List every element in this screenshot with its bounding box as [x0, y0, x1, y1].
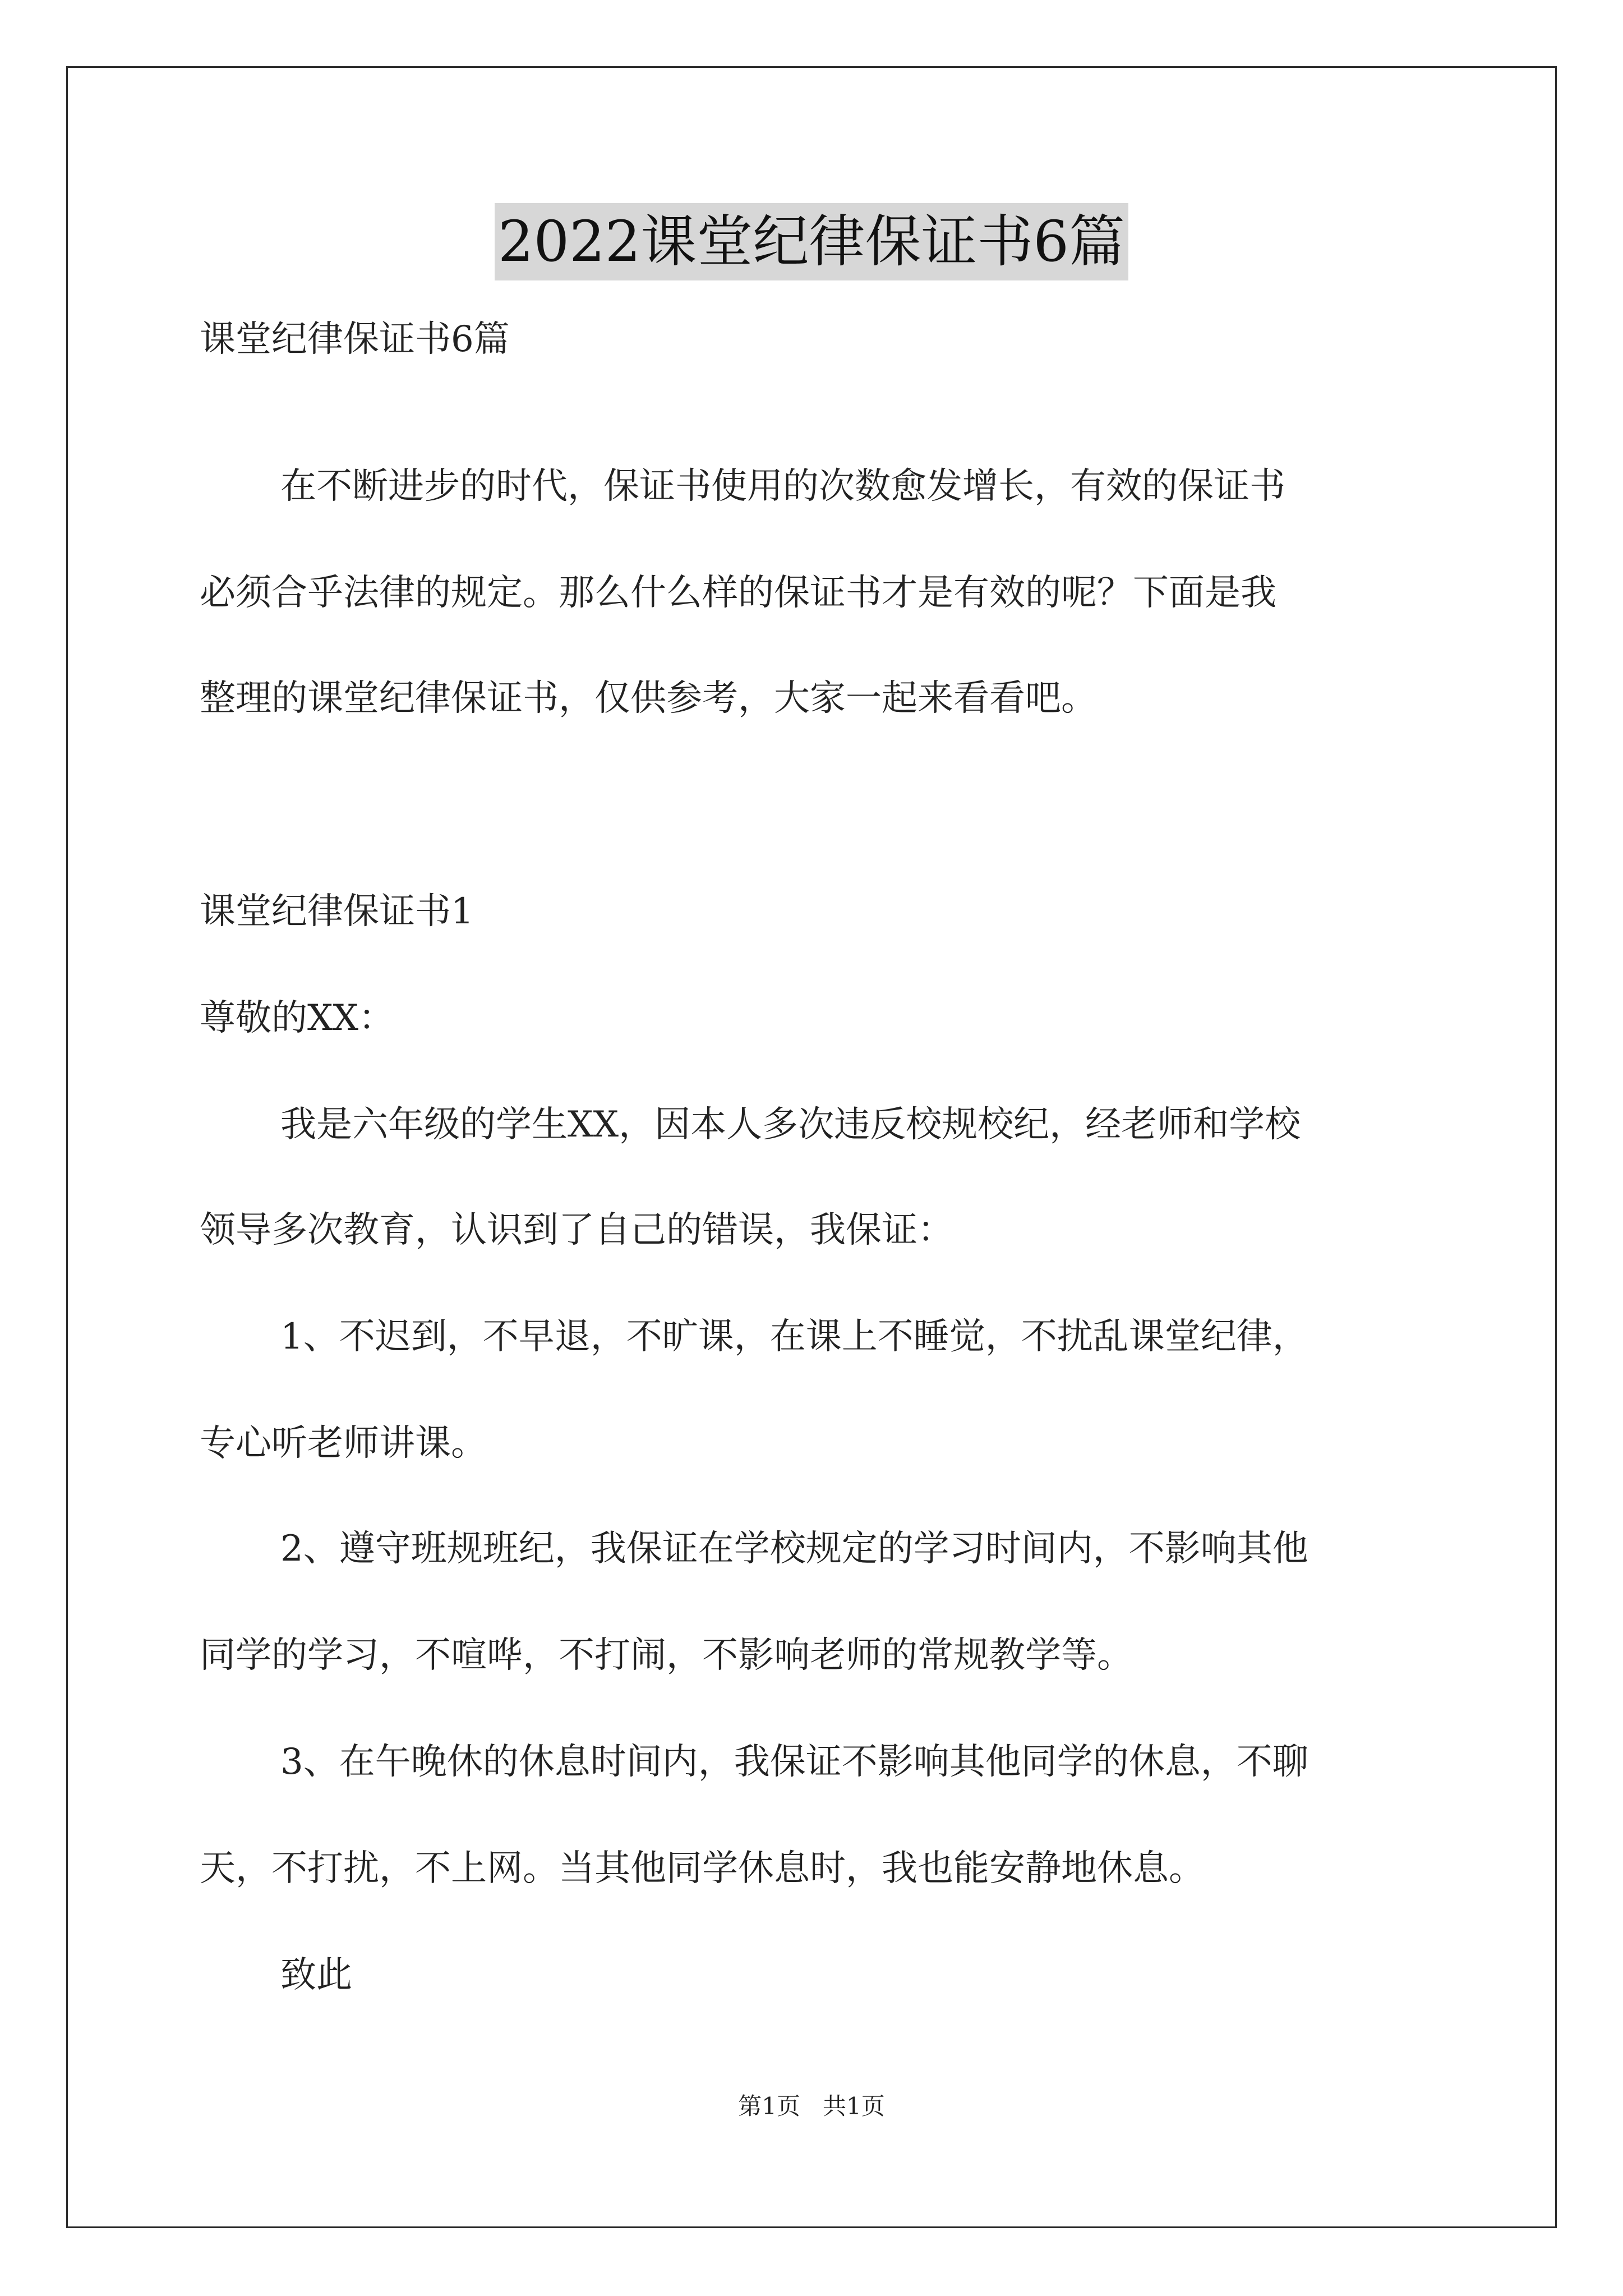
document-title: 2022课堂纪律保证书6篇	[495, 203, 1128, 280]
body-line-1: 我是六年级的学生XX，因本人多次违反校规校纪，经老师和学校	[280, 1104, 1301, 1145]
item-3-line-1: 3、在午晚休的休息时间内，我保证不影响其他同学的休息，不聊	[280, 1741, 1308, 1783]
page-footer: 第1页 共1页	[738, 2092, 885, 2120]
title-container	[0, 203, 1623, 280]
item-1-line-1: 1、不迟到，不早退，不旷课，在课上不睡觉，不扰乱课堂纪律，	[280, 1316, 1308, 1358]
closing-line: 致此	[280, 1954, 352, 1996]
item-2-line-1: 2、遵守班规班纪，我保证在学校规定的学习时间内，不影响其他	[280, 1528, 1308, 1570]
body-line-2: 领导多次教育，认识到了自己的错误，我保证：	[200, 1209, 953, 1251]
item-1-line-2: 专心听老师讲课。	[200, 1423, 487, 1464]
item-3-line-2: 天，不打扰，不上网。当其他同学休息时，我也能安静地休息。	[200, 1848, 1205, 1889]
item-2-line-2: 同学的学习，不喧哗，不打闹，不影响老师的常规教学等。	[200, 1635, 1133, 1676]
subtitle-line: 课堂纪律保证书6篇	[200, 319, 510, 360]
intro-line-3: 整理的课堂纪律保证书，仅供参考，大家一起来看看吧。	[200, 678, 1097, 719]
section-heading-1: 课堂纪律保证书1	[200, 891, 474, 932]
intro-line-1: 在不断进步的时代，保证书使用的次数愈发增长，有效的保证书	[280, 466, 1285, 507]
salutation: 尊敬的XX：	[200, 997, 395, 1039]
page-border	[66, 66, 1557, 2228]
intro-line-2: 必须合乎法律的规定。那么什么样的保证书才是有效的呢？下面是我	[200, 572, 1276, 614]
